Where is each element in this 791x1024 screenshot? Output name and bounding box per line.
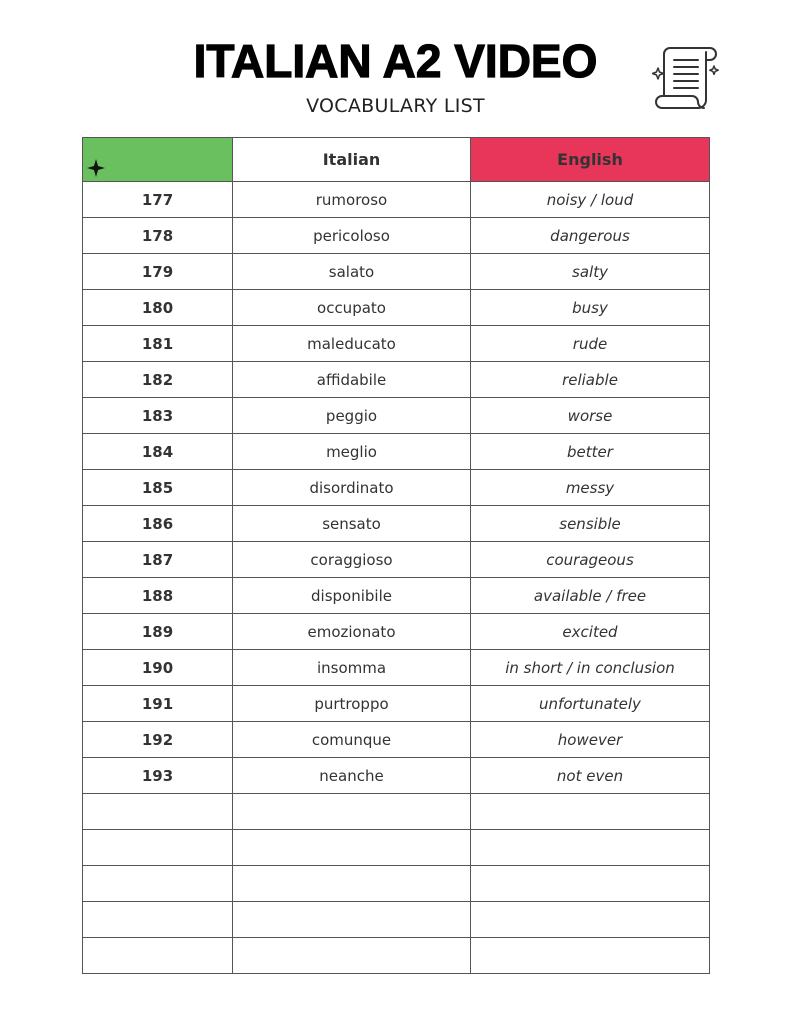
english-word: salty [471, 254, 710, 290]
row-number: 183 [83, 398, 233, 434]
row-number: 191 [83, 686, 233, 722]
table-row [83, 578, 710, 614]
empty-cell [233, 902, 471, 938]
empty-cell [471, 794, 710, 830]
english-word: better [471, 434, 710, 470]
empty-cell [471, 902, 710, 938]
row-number: 180 [83, 290, 233, 326]
italian-word: disordinato [233, 470, 471, 506]
italian-word: insomma [233, 650, 471, 686]
row-number: 185 [83, 470, 233, 506]
italian-word: peggio [233, 398, 471, 434]
english-word: courageous [471, 542, 710, 578]
empty-row [83, 830, 710, 866]
row-number: 189 [83, 614, 233, 650]
english-word: sensible [471, 506, 710, 542]
row-number: 182 [83, 362, 233, 398]
empty-cell [233, 830, 471, 866]
page-subtitle: VOCABULARY LIST [306, 95, 485, 117]
english-word: excited [471, 614, 710, 650]
empty-cell [83, 794, 233, 830]
table-row [83, 434, 710, 470]
empty-cell [471, 938, 710, 974]
empty-row [83, 902, 710, 938]
italian-word: neanche [233, 758, 471, 794]
english-word: noisy / loud [471, 182, 710, 218]
english-word: in short / in conclusion [471, 650, 710, 686]
sparkle-icon [87, 159, 105, 177]
italian-word: coraggioso [233, 542, 471, 578]
header-english-column: English [471, 138, 710, 182]
english-word: dangerous [471, 218, 710, 254]
table-row [83, 254, 710, 290]
table-row [83, 398, 710, 434]
empty-cell [83, 830, 233, 866]
english-word: worse [471, 398, 710, 434]
table-row [83, 686, 710, 722]
row-number: 193 [83, 758, 233, 794]
row-number: 178 [83, 218, 233, 254]
page-title: ITALIAN A2 VIDEO [193, 35, 598, 87]
table-row [83, 290, 710, 326]
empty-cell [83, 866, 233, 902]
italian-word: pericoloso [233, 218, 471, 254]
italian-word: salato [233, 254, 471, 290]
english-word: busy [471, 290, 710, 326]
english-word: however [471, 722, 710, 758]
italian-word: meglio [233, 434, 471, 470]
english-word: messy [471, 470, 710, 506]
table-row [83, 650, 710, 686]
italian-word: maleducato [233, 326, 471, 362]
table-row [83, 182, 710, 218]
italian-word: comunque [233, 722, 471, 758]
english-word: reliable [471, 362, 710, 398]
header-italian-column: Italian [233, 138, 471, 182]
table-row [83, 326, 710, 362]
italian-word: occupato [233, 290, 471, 326]
english-word: rude [471, 326, 710, 362]
italian-word: disponibile [233, 578, 471, 614]
row-number: 179 [83, 254, 233, 290]
english-word: unfortunately [471, 686, 710, 722]
italian-word: affidabile [233, 362, 471, 398]
empty-cell [471, 866, 710, 902]
english-word: available / free [471, 578, 710, 614]
header-number-column [83, 138, 233, 182]
italian-word: rumoroso [233, 182, 471, 218]
italian-word: purtroppo [233, 686, 471, 722]
italian-word: emozionato [233, 614, 471, 650]
table-row [83, 470, 710, 506]
empty-cell [233, 794, 471, 830]
scroll-icon [652, 42, 720, 114]
row-number: 184 [83, 434, 233, 470]
empty-cell [471, 830, 710, 866]
table-row [83, 542, 710, 578]
empty-row [83, 794, 710, 830]
empty-row [83, 866, 710, 902]
english-word: not even [471, 758, 710, 794]
table-row [83, 758, 710, 794]
empty-row [83, 938, 710, 974]
empty-cell [233, 938, 471, 974]
row-number: 190 [83, 650, 233, 686]
empty-cell [233, 866, 471, 902]
row-number: 192 [83, 722, 233, 758]
row-number: 181 [83, 326, 233, 362]
row-number: 188 [83, 578, 233, 614]
italian-word: sensato [233, 506, 471, 542]
table-row [83, 218, 710, 254]
vocabulary-table [82, 137, 710, 974]
row-number: 187 [83, 542, 233, 578]
table-row [83, 506, 710, 542]
table-row [83, 722, 710, 758]
row-number: 177 [83, 182, 233, 218]
table-row [83, 614, 710, 650]
table-header-row [83, 138, 710, 182]
empty-cell [83, 938, 233, 974]
row-number: 186 [83, 506, 233, 542]
table-row [83, 362, 710, 398]
empty-cell [83, 902, 233, 938]
